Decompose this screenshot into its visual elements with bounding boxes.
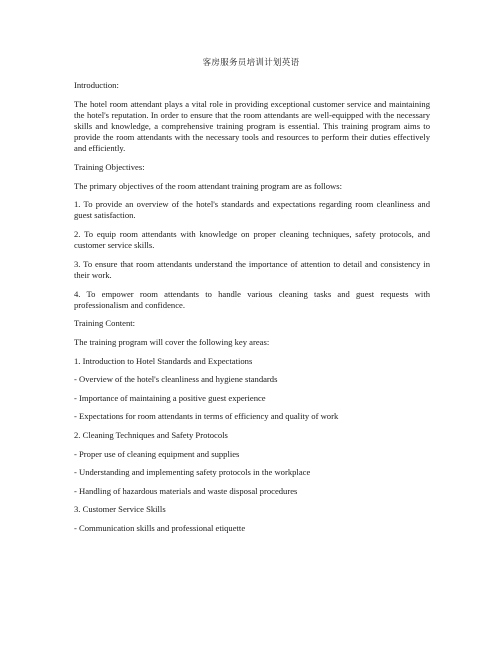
content-bullet: - Understanding and implementing safety protocols in the workplace bbox=[74, 467, 311, 478]
content-bullet: - Proper use of cleaning equipment and supplies bbox=[74, 448, 240, 459]
content-bullet: - Expectations for room attendants in terms of efficiency and quality of work bbox=[74, 411, 339, 422]
heading-training-content: Training Content: bbox=[74, 318, 136, 329]
content-section-2: 2. Cleaning Techniques and Safety Protocols bbox=[74, 429, 228, 440]
objective-item-2: 2. To equip room attendants with knowledge on proper cleaning techniques, safety protocols, and customer service skills. bbox=[74, 228, 430, 251]
content-bullet: - Communication skills and professional etiquette bbox=[74, 522, 246, 533]
document-body bbox=[74, 80, 430, 542]
content-section-1: 1. Introduction to Hotel Standards and Expectations bbox=[74, 355, 253, 366]
content-bullet: - Importance of maintaining a positive guest experience bbox=[74, 392, 266, 403]
objective-item-4: 4. To empower room attendants to handle various cleaning tasks and guest requests with professionalism and confidence. bbox=[74, 288, 430, 310]
content-bullet: - Handling of hazardous materials and waste disposal procedures bbox=[74, 485, 298, 496]
objective-item-3: 3. To ensure that room attendants understand the importance of attention to detail and consistency in their work. bbox=[74, 258, 430, 280]
paragraph-introduction: The hotel room attendant plays a vital role in providing exceptional customer service and maintaining the hotel's reputation. In order to ensure that the room attendants are well-equipped with the necessary skills and knowledge, a comprehensive training program is essential. This training program aims to provide the room attendants with the necessary tools and resources to perform their duties effectively and efficiently. bbox=[74, 98, 430, 154]
content-section-3: 3. Customer Service Skills bbox=[74, 504, 166, 515]
paragraph-content-intro: The training program will cover the following key areas: bbox=[74, 336, 270, 347]
document-title: 客房服务员培训计划英语 bbox=[202, 58, 300, 68]
objective-item-1: 1. To provide an overview of the hotel's standards and expectations regarding room cleanliness and guest satisfaction. bbox=[74, 199, 430, 221]
heading-introduction: Introduction: bbox=[74, 80, 119, 90]
heading-training-objectives: Training Objectives: bbox=[74, 162, 145, 172]
paragraph-objectives-intro: The primary objectives of the room attendant training program are as follows: bbox=[74, 180, 342, 191]
content-bullet: - Overview of the hotel's cleanliness and hygiene standards bbox=[74, 374, 278, 385]
